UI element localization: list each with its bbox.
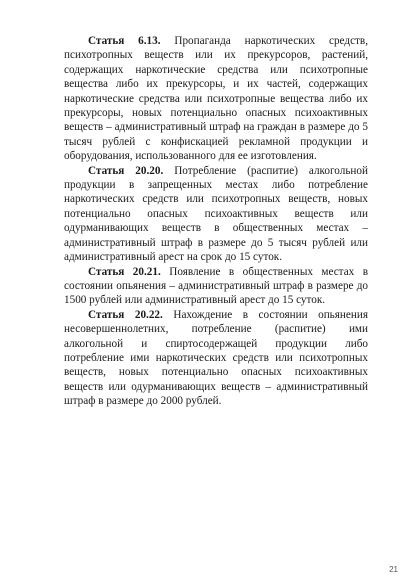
article-6-13 [64,34,368,164]
document-page [64,34,368,409]
article-text: Потребление (распитие) алкогольной продукции в запрещенных местах либо потребление наркотических средств или психотропных веществ, новых потенциально опасных психоактивных веществ или одурманивающих веществ в общественных местах – административный штраф в размере до 5 тысяч рублей или административный арест на срок до 15 суток. [64,164,369,264]
article-text: Пропаганда наркотических средств, психотропных веществ или их прекурсоров, растений, содержащих наркотические средства или психотропные вещества либо их прекурсоры, и их частей, содержащих наркотические средства или психотропные вещества либо их прекурсоры, новых потенциально опасных психоактивных веществ – административный штраф на граждан в размере до 5 тысяч рублей с конфискацией рекламной продукции и оборудования, использованного для ее изготовления. [64,35,369,163]
article-20-22 [64,308,368,409]
article-text: Появление в общественных местах в состоянии опьянения – административный штраф в размере до 1500 рублей или административный арест до 15 суток. [64,265,369,307]
page-number: 21 [389,565,398,574]
article-title: Статья 20.22. [88,308,163,321]
article-title: Статья 6.13. [88,35,161,47]
article-20-20 [64,164,368,265]
article-20-21 [64,265,368,308]
article-title: Статья 20.20. [88,164,164,177]
article-text: Нахождение в состоянии опьянения несовершеннолетних, потребление (распитие) ими алкогольной и спиртосодержащей продукции либо потребление ими наркотических средств или психотропных веществ, новых потенциально опасных психоактивных веществ или одурманивающих веществ – административный штраф в размере до 2000 рублей. [64,308,368,408]
article-title: Статья 20.21. [88,265,161,278]
